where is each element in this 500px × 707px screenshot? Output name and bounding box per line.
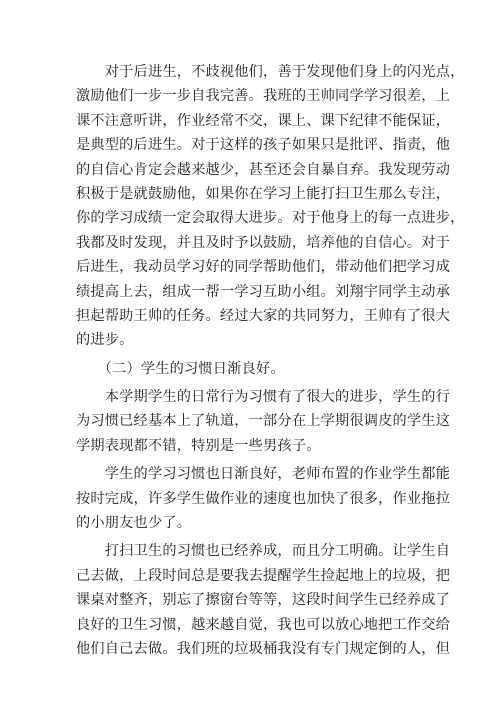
document-body — [76, 60, 465, 661]
text-line: 己去做，上段时间总是要我去提醒学生捡起地上的垃圾，把 — [76, 567, 451, 584]
section-heading — [76, 357, 432, 381]
text-line: 我都及时发现，并且及时予以鼓励，培养他的自信心。对于 — [76, 234, 451, 251]
text-line: 后进生，我动员学习好的同学帮助他们，带动他们把学习成 — [76, 259, 451, 276]
text-line: 他们自己去做。我们班的垃圾桶我没有专门规定倒的人，但 — [76, 640, 451, 657]
text-line: 的自信心肯定会越来越少，甚至还会自暴自弃。我发现劳动 — [76, 161, 451, 178]
text-line: 是典型的后进生。对于这样的孩子如果只是批评、指责，他 — [76, 137, 451, 154]
text-line: 课桌对整齐，别忘了擦窗台等等，这段时间学生已经养成了 — [76, 592, 451, 609]
text-line: 课不注意听讲，作业经常不交，课上、课下纪律不能保证， — [76, 112, 451, 129]
text-line: 打扫卫生的习惯也已经养成，而且分工明确。让学生自 — [76, 543, 451, 560]
text-line: 你的学习成绩一定会取得大进步。对于他身上的每一点进步， — [76, 210, 465, 227]
text-line: 的小朋友也少了。 — [76, 515, 192, 532]
text-line: 担起帮助王帅的任务。经过大家的共同努力，王帅有了很大 — [76, 307, 451, 324]
text-line: 学期表现都不错，特别是一些男孩子。 — [76, 437, 321, 454]
text-line: 积极于是就鼓励他，如果你在学习上能打扫卫生那么专注， — [76, 185, 451, 202]
heading-line: （二）学生的习惯日渐良好。 — [76, 360, 285, 377]
text-line: 学生的学习习惯也日渐良好，老师布置的作业学生都能 — [76, 466, 451, 483]
paragraph-study-habits — [76, 462, 451, 535]
paragraph-cleaning-habits — [76, 539, 451, 661]
text-line: 良好的卫生习惯，越来越自觉，我也可以放心地把工作交给 — [76, 616, 451, 633]
paragraph-underachievers — [76, 60, 465, 353]
paragraph-behavior-habits — [76, 385, 451, 458]
text-line: 的进步。 — [76, 332, 134, 349]
text-line: 为习惯已经基本上了轨道，一部分在上学期很调皮的学生这 — [76, 413, 451, 430]
text-line: 对于后进生，不歧视他们，善于发现他们身上的闪光点， — [76, 64, 465, 80]
text-line: 绩提高上去，组成一帮一学习互助小组。刘翔宇同学主动承 — [76, 283, 451, 300]
text-line: 激励他们一步一步自我完善。我班的王帅同学学习很差，上 — [76, 88, 451, 105]
text-line: 本学期学生的日常行为习惯有了很大的进步，学生的行 — [76, 389, 451, 406]
text-line: 按时完成，许多学生做作业的速度也加快了很多，作业拖拉 — [76, 490, 451, 507]
